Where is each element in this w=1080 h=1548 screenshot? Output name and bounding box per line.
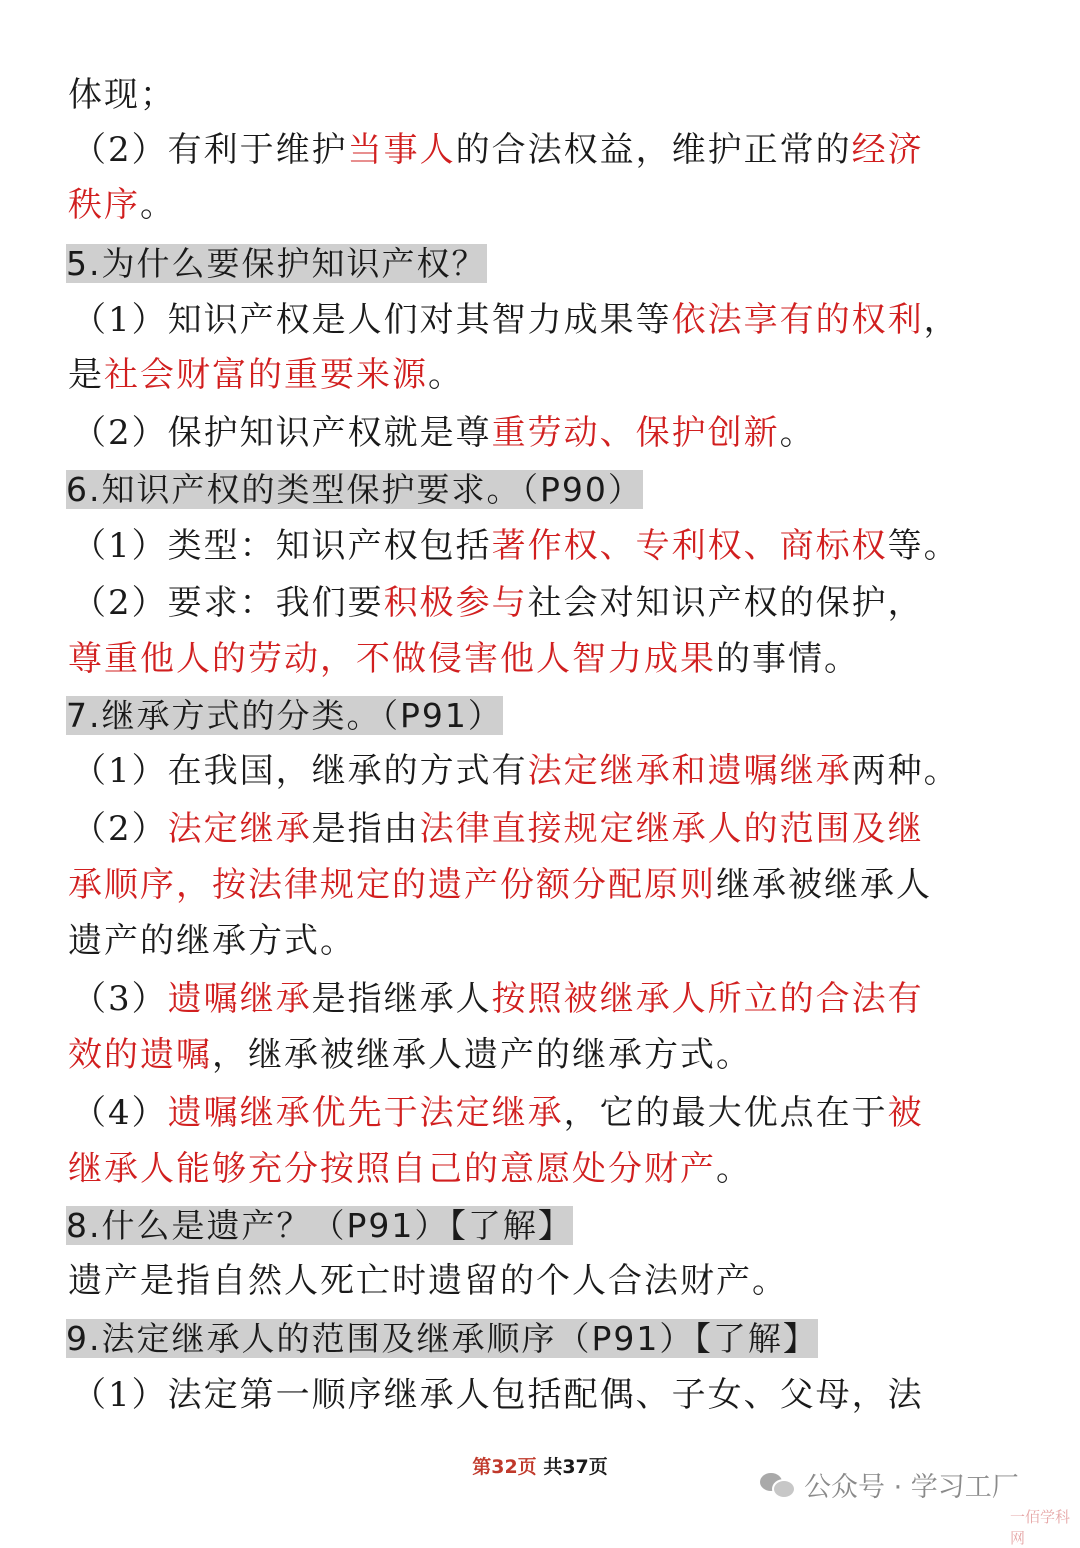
text-line: （1）类型：知识产权包括著作权、专利权、商标权等。: [72, 526, 960, 566]
text-line: 遗产是指自然人死亡时遗留的个人合法财产。: [68, 1261, 788, 1301]
text-line: （1）在我国，继承的方式有法定继承和遗嘱继承两种。: [72, 751, 960, 791]
text-line: 秩序。: [68, 185, 176, 225]
text-line: （2）有利于维护当事人的合法权益，维护正常的经济: [72, 130, 924, 170]
text-line: 承顺序，按法律规定的遗产份额分配原则继承被继承人: [68, 865, 932, 905]
wechat-icon: [760, 1469, 794, 1499]
watermark-text: 公众号 · 学习工厂: [804, 1471, 1019, 1503]
text-line: （2）要求：我们要积极参与社会对知识产权的保护，: [72, 583, 924, 623]
text-line: 遗产的继承方式。: [68, 921, 356, 961]
text-line: （4）遗嘱继承优先于法定继承，它的最大优点在于被: [72, 1093, 924, 1133]
text-line: 尊重他人的劳动，不做侵害他人智力成果的事情。: [68, 639, 860, 679]
watermark: [760, 1464, 1019, 1504]
section-heading-7: 7.继承方式的分类。（P91）: [66, 696, 503, 735]
section-heading-9: 9.法定继承人的范围及继承顺序（P91）【了解】: [66, 1319, 818, 1358]
text-line: （2）法定继承是指由法律直接规定继承人的范围及继: [72, 809, 924, 849]
text-line: 效的遗嘱，继承被继承人遗产的继承方式。: [68, 1035, 752, 1075]
text-line: （3）遗嘱继承是指继承人按照被继承人所立的合法有: [72, 979, 924, 1019]
text-line: （1）知识产权是人们对其智力成果等依法享有的权利，: [72, 300, 960, 340]
section-heading-8: 8.什么是遗产？（P91）【了解】: [66, 1206, 573, 1245]
text-line: 体现；: [68, 75, 176, 115]
page-number: 第32页 共37页: [472, 1456, 608, 1478]
text-line: （1）法定第一顺序继承人包括配偶、子女、父母，法: [72, 1375, 924, 1415]
section-heading-5: 5.为什么要保护知识产权？: [66, 244, 487, 283]
site-watermark: 一佰学科网: [1010, 1508, 1071, 1547]
text-line: （2）保护知识产权就是尊重劳动、保护创新。: [72, 413, 816, 453]
text-line: 是社会财富的重要来源。: [68, 355, 464, 395]
text-line: 继承人能够充分按照自己的意愿处分财产。: [68, 1149, 752, 1189]
section-heading-6: 6.知识产权的类型保护要求。（P90）: [66, 470, 643, 509]
